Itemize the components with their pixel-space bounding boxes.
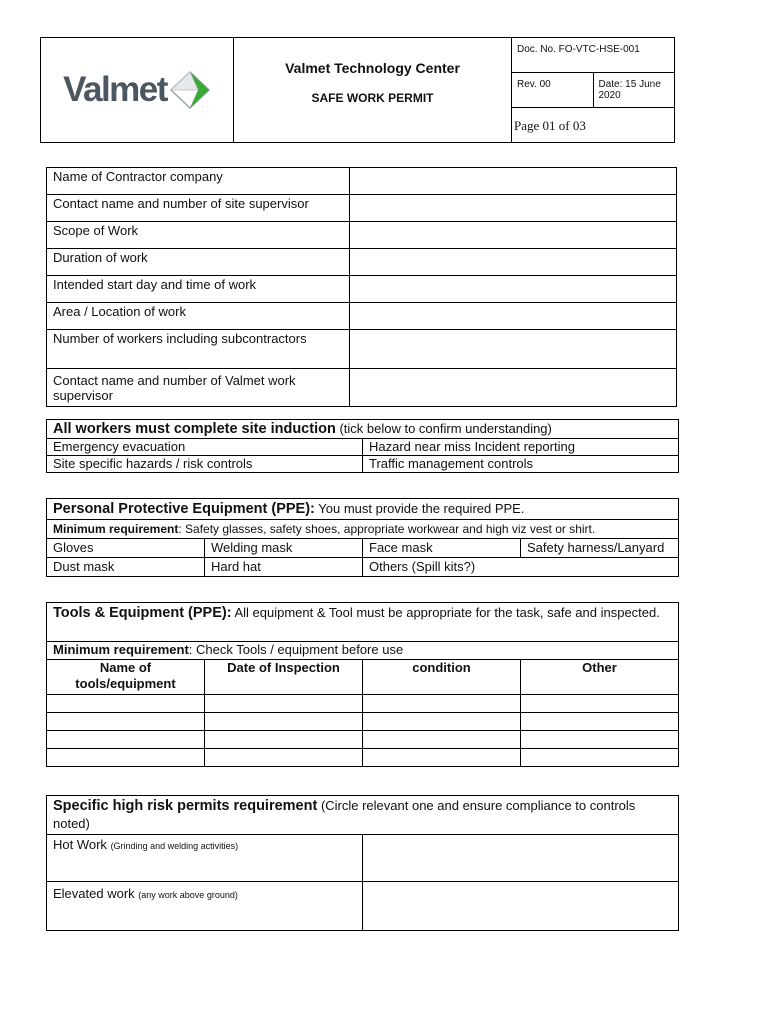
info-label: Area / Location of work — [47, 303, 350, 330]
tool-cell[interactable] — [363, 749, 521, 767]
ppe-heading: Personal Protective Equipment (PPE): — [53, 501, 315, 517]
table-row — [47, 882, 679, 931]
tool-cell[interactable] — [47, 731, 205, 749]
table-row — [47, 731, 679, 749]
tool-cell[interactable] — [205, 695, 363, 713]
valmet-diamond-logo-icon — [169, 70, 211, 110]
column-header: Name of tools/equipment — [47, 660, 205, 695]
info-label: Scope of Work — [47, 222, 350, 249]
tool-cell[interactable] — [521, 713, 679, 731]
table-row — [47, 369, 677, 407]
permit-label-cell — [47, 882, 363, 931]
table-row — [47, 713, 679, 731]
tool-cell[interactable] — [205, 713, 363, 731]
site-induction-table — [46, 419, 679, 473]
tool-cell[interactable] — [363, 695, 521, 713]
revision: Rev. 00 — [512, 73, 594, 108]
tools-min-requirement — [47, 642, 679, 660]
info-value-field[interactable] — [350, 249, 677, 276]
permit-value-field[interactable] — [363, 835, 679, 882]
table-row — [47, 330, 677, 369]
info-value-field[interactable] — [350, 222, 677, 249]
info-value-field[interactable] — [350, 330, 677, 369]
tools-min-text: : Check Tools / equipment before use — [188, 642, 404, 657]
ppe-item[interactable]: Hard hat — [205, 558, 363, 577]
tools-min-label: Minimum requirement — [53, 642, 189, 657]
info-label: Duration of work — [47, 249, 350, 276]
info-value-field[interactable] — [350, 303, 677, 330]
tool-cell[interactable] — [521, 731, 679, 749]
table-row — [47, 749, 679, 767]
info-label: Intended start day and time of work — [47, 276, 350, 303]
column-header: Other — [521, 660, 679, 695]
valmet-logo — [41, 38, 233, 142]
permits-heading-cell — [47, 796, 679, 835]
ppe-min-label: Minimum requirement — [53, 522, 179, 536]
company-name: Valmet Technology Center — [285, 60, 460, 76]
info-value-field[interactable] — [350, 369, 677, 407]
tool-cell[interactable] — [47, 749, 205, 767]
ppe-item[interactable]: Welding mask — [205, 539, 363, 558]
page-number: Page 01 of 03 — [512, 108, 675, 143]
permit-sublabel: (Grinding and welding activities) — [110, 841, 239, 851]
induction-note: (tick below to confirm understanding) — [339, 421, 552, 436]
document-header — [40, 37, 675, 143]
document-title: SAFE WORK PERMIT — [311, 91, 434, 105]
info-label: Contact name and number of Valmet work supervisor — [47, 369, 350, 407]
tools-equipment-table — [46, 602, 679, 767]
table-row — [47, 222, 677, 249]
tool-cell[interactable] — [205, 731, 363, 749]
induction-heading-cell — [47, 420, 679, 439]
permits-note: (Circle relevant one and ensure compliance to controls noted) — [53, 798, 636, 831]
ppe-table — [46, 498, 679, 577]
tool-cell[interactable] — [205, 749, 363, 767]
permit-label: Hot Work — [53, 837, 107, 852]
tool-cell[interactable] — [47, 713, 205, 731]
table-row — [47, 276, 677, 303]
table-row — [47, 835, 679, 882]
ppe-heading-cell — [47, 499, 679, 520]
tool-cell[interactable] — [363, 731, 521, 749]
table-row — [47, 539, 679, 558]
info-label: Name of Contractor company — [47, 168, 350, 195]
tools-note: All equipment & Tool must be appropriate for the task, safe and inspected. — [234, 605, 660, 620]
ppe-item[interactable]: Safety harness/Lanyard — [521, 539, 679, 558]
info-value-field[interactable] — [350, 168, 677, 195]
title-cell — [234, 38, 512, 143]
table-row — [47, 303, 677, 330]
tool-cell[interactable] — [363, 713, 521, 731]
table-row — [47, 558, 679, 577]
issue-date: Date: 15 June 2020 — [593, 73, 675, 108]
induction-item[interactable]: Site specific hazards / risk controls — [47, 456, 363, 473]
ppe-note: You must provide the required PPE. — [318, 501, 525, 516]
high-risk-permits-table — [46, 795, 679, 931]
induction-heading: All workers must complete site induction — [53, 421, 336, 437]
info-value-field[interactable] — [350, 195, 677, 222]
ppe-item[interactable]: Gloves — [47, 539, 205, 558]
permit-label: Elevated work — [53, 886, 135, 901]
tools-heading-cell — [47, 603, 679, 642]
permit-value-field[interactable] — [363, 882, 679, 931]
table-row — [47, 168, 677, 195]
table-row — [47, 695, 679, 713]
info-label: Number of workers including subcontractors — [47, 330, 350, 369]
induction-item[interactable]: Emergency evacuation — [47, 439, 363, 456]
tool-cell[interactable] — [521, 695, 679, 713]
permit-sublabel: (any work above ground) — [138, 890, 238, 900]
ppe-min-text: : Safety glasses, safety shoes, appropriate workwear and high viz vest or shirt. — [178, 522, 596, 536]
induction-item[interactable]: Traffic management controls — [363, 456, 679, 473]
tools-header-row — [47, 660, 679, 695]
logo-cell — [41, 38, 234, 143]
table-row — [47, 249, 677, 276]
info-value-field[interactable] — [350, 276, 677, 303]
tool-cell[interactable] — [521, 749, 679, 767]
column-header: Date of Inspection — [205, 660, 363, 695]
permits-heading: Specific high risk permits requirement — [53, 798, 318, 814]
contractor-info-table — [46, 167, 677, 407]
ppe-item[interactable]: Dust mask — [47, 558, 205, 577]
column-header: condition — [363, 660, 521, 695]
info-label: Contact name and number of site supervisor — [47, 195, 350, 222]
table-row — [47, 195, 677, 222]
ppe-item[interactable]: Face mask — [363, 539, 521, 558]
table-row — [47, 456, 679, 473]
ppe-item[interactable]: Others (Spill kits?) — [363, 558, 679, 577]
tools-heading: Tools & Equipment (PPE): — [53, 605, 232, 621]
induction-item[interactable]: Hazard near miss Incident reporting — [363, 439, 679, 456]
table-row — [47, 439, 679, 456]
ppe-min-requirement — [47, 520, 679, 539]
doc-number: Doc. No. FO-VTC-HSE-001 — [512, 38, 675, 73]
tool-cell[interactable] — [47, 695, 205, 713]
logo-text: Valmet — [63, 70, 167, 109]
permit-label-cell — [47, 835, 363, 882]
